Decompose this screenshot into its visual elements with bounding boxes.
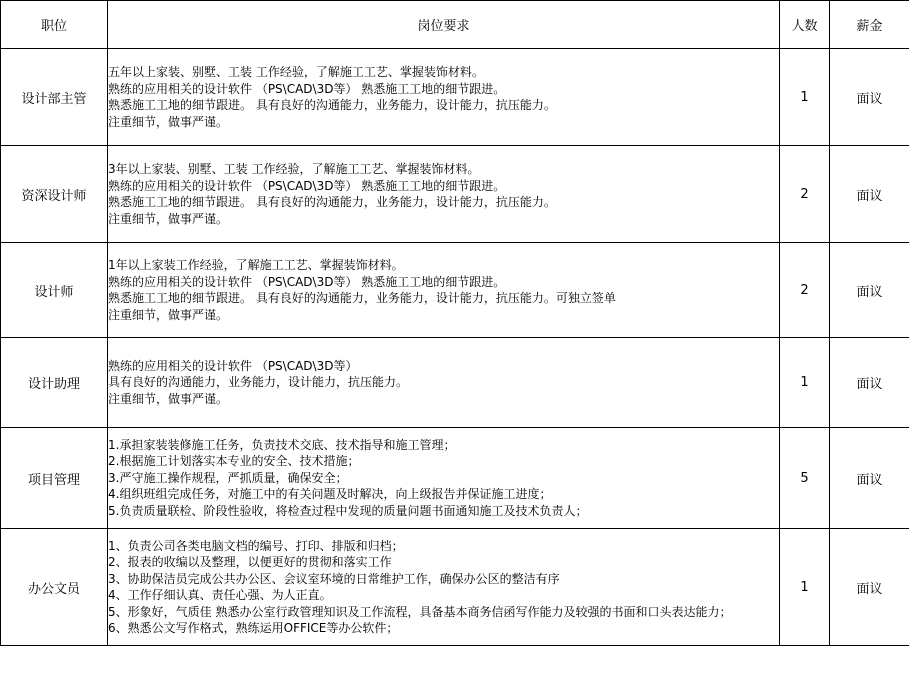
- requirement-line: 4.组织班组完成任务，对施工中的有关问题及时解决，向上级报告并保证施工进度；: [108, 487, 552, 502]
- requirement-line: 熟练的应用相关的设计软件 （PS\CAD\3D等） 熟悉施工工地的细节跟进。: [108, 178, 506, 193]
- requirements-cell: [108, 428, 780, 529]
- headcount: 2: [780, 146, 830, 243]
- header-requirements: 岗位要求: [108, 1, 780, 49]
- requirement-line: 1年以上家装工作经验，了解施工工艺、掌握装饰材料。: [108, 258, 404, 272]
- headcount: 5: [780, 428, 830, 529]
- requirement-line: 3年以上家装、别墅、工装 工作经验，了解施工工艺、掌握装饰材料。: [108, 162, 480, 176]
- headcount: 1: [780, 529, 830, 646]
- requirement-line: 熟练的应用相关的设计软件 （PS\CAD\3D等） 熟悉施工工地的细节跟进。: [108, 81, 506, 96]
- table-row: [1, 49, 909, 146]
- header-row: [1, 1, 909, 49]
- requirement-line: 五年以上家装、别墅、工装 工作经验，了解施工工艺、掌握装饰材料。: [108, 65, 484, 79]
- salary: 面议: [830, 338, 909, 428]
- headcount: 2: [780, 243, 830, 338]
- requirement-line: 注重细节，做事严谨。: [108, 114, 229, 129]
- table-row: [1, 428, 909, 529]
- requirement-line: 6、熟悉公文写作格式，熟练运用OFFICE等办公软件；: [108, 621, 399, 635]
- requirements-cell: [108, 529, 780, 646]
- salary: 面议: [830, 529, 909, 646]
- headcount: 1: [780, 49, 830, 146]
- position-title: 项目管理: [1, 428, 108, 529]
- table-row: [1, 338, 909, 428]
- position-title: 设计师: [1, 243, 108, 338]
- table-row: [1, 243, 909, 338]
- header-position: 职位: [1, 1, 108, 49]
- requirement-line: 5.负责质量联检、阶段性验收，将检查过程中发现的质量问题书面通知施工及技术负责人；: [108, 503, 588, 518]
- requirements-cell: [108, 146, 780, 243]
- position-title: 资深设计师: [1, 146, 108, 243]
- requirement-line: 注重细节，做事严谨。: [108, 307, 229, 322]
- table-row: [1, 529, 909, 646]
- requirement-line: 熟练的应用相关的设计软件 （PS\CAD\3D等） 熟悉施工工地的细节跟进。: [108, 274, 506, 289]
- header-salary: 薪金: [830, 1, 909, 49]
- salary: 面议: [830, 49, 909, 146]
- requirement-line: 熟悉施工工地的细节跟进。 具有良好的沟通能力，业务能力，设计能力，抗压能力。可独立签单: [108, 291, 616, 305]
- position-title: 办公文员: [1, 529, 108, 646]
- requirement-line: 熟练的应用相关的设计软件 （PS\CAD\3D等）: [108, 358, 358, 373]
- requirements-cell: [108, 243, 780, 338]
- salary: 面议: [830, 428, 909, 529]
- requirement-line: 注重细节，做事严谨。: [108, 211, 229, 226]
- requirement-line: 2.根据施工计划落实本专业的安全、技术措施；: [108, 454, 360, 469]
- salary: 面议: [830, 243, 909, 338]
- headcount: 1: [780, 338, 830, 428]
- table-row: [1, 146, 909, 243]
- requirement-line: 1.承担家装装修施工任务，负责技术交底、技术指导和施工管理；: [108, 437, 456, 452]
- requirement-line: 注重细节，做事严谨。: [108, 391, 229, 406]
- requirement-line: 3、协助保洁员完成公共办公区、会议室环境的日常维护工作，确保办公区的整洁有序: [108, 571, 560, 586]
- requirement-line: 2、报表的收编以及整理，以便更好的贯彻和落实工作: [108, 555, 392, 569]
- requirement-line: 5、形象好，气质佳 熟悉办公室行政管理知识及工作流程，具备基本商务信函写作能力及较强的书面和口头表达能力；: [108, 604, 732, 619]
- header-count: 人数: [780, 1, 830, 49]
- position-title: 设计部主管: [1, 49, 108, 146]
- requirement-line: 熟悉施工工地的细节跟进。 具有良好的沟通能力，业务能力，设计能力，抗压能力。: [108, 98, 556, 112]
- requirement-line: 3.严守施工操作规程，严抓质量，确保安全；: [108, 470, 348, 485]
- requirement-line: 4、工作仔细认真、责任心强、为人正直。: [108, 588, 332, 602]
- requirements-cell: [108, 49, 780, 146]
- table-body: [1, 49, 909, 646]
- requirements-cell: [108, 338, 780, 428]
- requirement-line: 1、负责公司各类电脑文档的编号、打印、排版和归档；: [108, 538, 404, 553]
- position-title: 设计助理: [1, 338, 108, 428]
- requirement-line: 具有良好的沟通能力，业务能力，设计能力，抗压能力。: [108, 375, 409, 390]
- requirement-line: 熟悉施工工地的细节跟进。 具有良好的沟通能力，业务能力，设计能力，抗压能力。: [108, 195, 556, 209]
- salary: 面议: [830, 146, 909, 243]
